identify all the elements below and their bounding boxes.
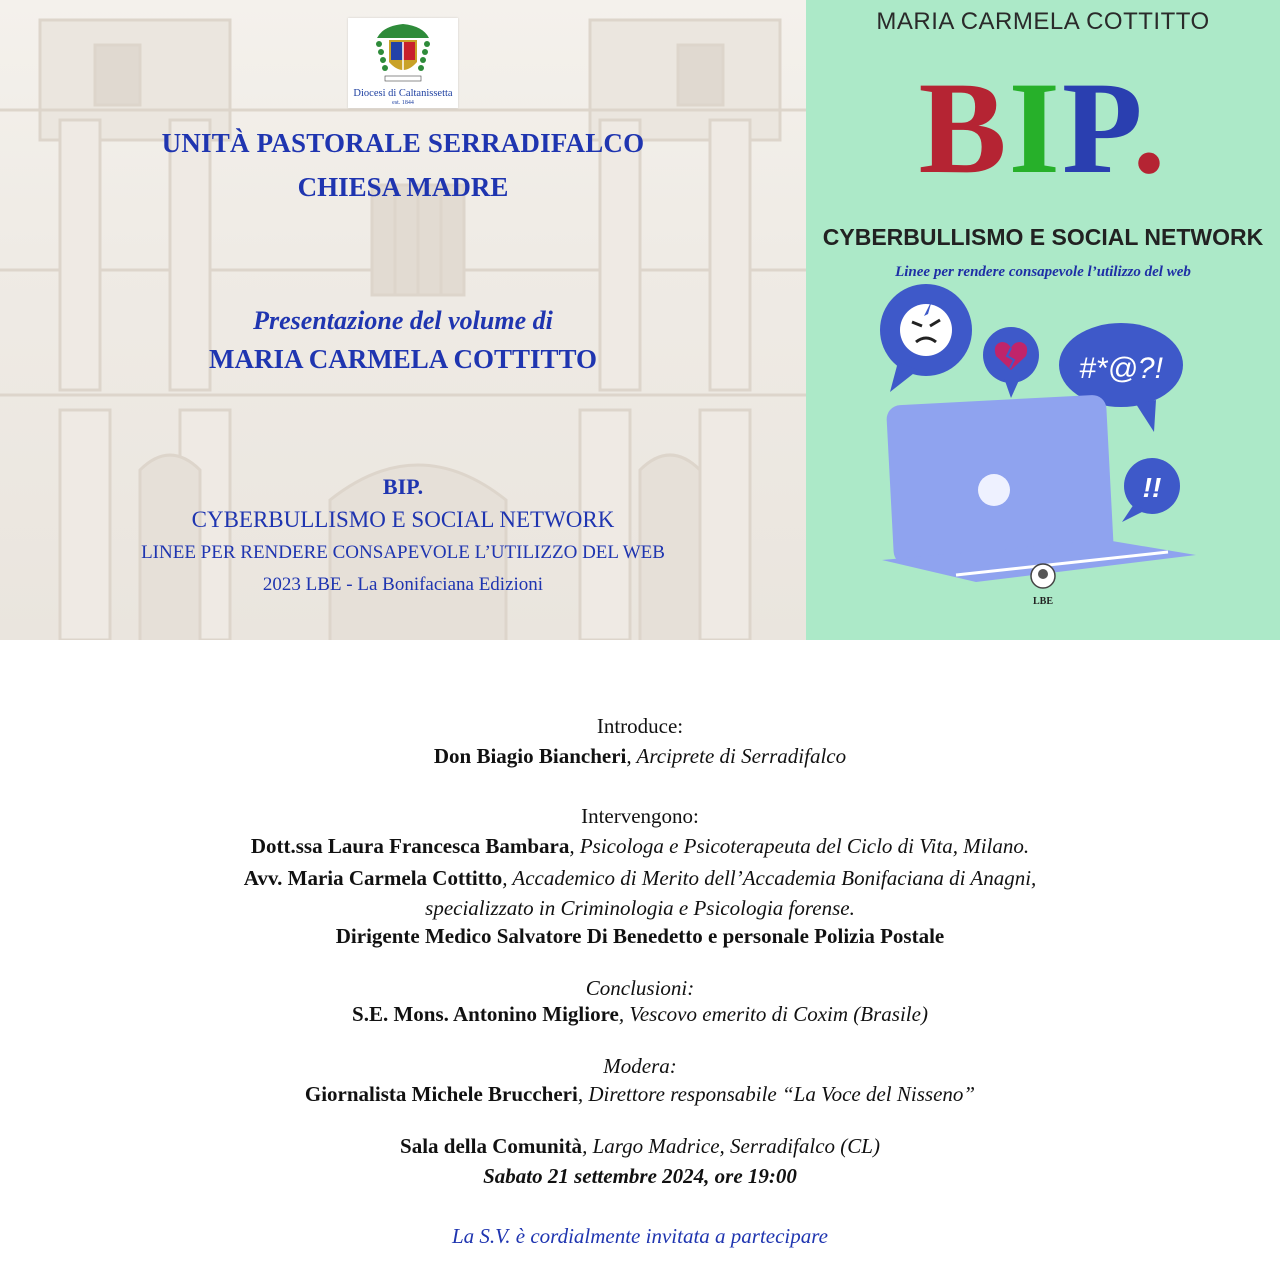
diocese-label: Diocesi di Caltanissetta bbox=[353, 88, 453, 99]
speaker3-line bbox=[0, 924, 1280, 949]
author-name: MARIA CARMELA COTTITTO bbox=[208, 344, 598, 374]
speaker2-line bbox=[0, 866, 1280, 891]
venue-name: Sala della Comunità bbox=[400, 1134, 583, 1158]
symbols-text: #*@?! bbox=[1079, 352, 1163, 385]
pastoral-unit-title: UNITÀ PASTORALE SERRADIFALCO bbox=[161, 128, 645, 158]
book-cover bbox=[806, 0, 1280, 640]
speaker2-role-continued bbox=[0, 896, 1280, 921]
publisher-line: 2023 LBE - La Bonifaciana Edizioni bbox=[262, 574, 544, 595]
intro-role: , Arciprete di Serradifalco bbox=[626, 744, 847, 768]
cover-title-p: P bbox=[1061, 54, 1133, 201]
speaker3: Dirigente Medico Salvatore Di Benedetto e personale Polizia Postale bbox=[335, 924, 945, 948]
church-title: CHIESA MADRE bbox=[297, 172, 509, 202]
moderator-label-text: Modera: bbox=[603, 1054, 677, 1078]
coat-of-arms-icon bbox=[373, 22, 433, 86]
moderator-role: , Direttore responsabile “La Voce del Nisseno” bbox=[577, 1082, 976, 1106]
intro-name: Don Biagio Biancheri bbox=[433, 744, 627, 768]
event-date: Sabato 21 settembre 2024, ore 19:00 bbox=[483, 1164, 797, 1188]
angry-face-bubble-icon bbox=[880, 284, 972, 392]
cover-author: MARIA CARMELA COTTITTO bbox=[876, 8, 1210, 35]
speaker2-role: , Accademico di Merito dell’Accademia Bonifaciana di Anagni, bbox=[502, 866, 1037, 890]
church-header-panel bbox=[0, 0, 806, 640]
intro-line bbox=[0, 744, 1280, 769]
broken-heart-bubble-icon bbox=[983, 327, 1039, 398]
moderator-line bbox=[0, 1082, 1280, 1107]
publisher-seal-figure bbox=[1038, 569, 1048, 579]
book-subtitle: CYBERBULLISMO E SOCIAL NETWORK bbox=[191, 507, 615, 532]
cyberbullying-illustration bbox=[806, 0, 1280, 640]
diocese-est: est. 1844 bbox=[392, 100, 414, 106]
speaker1-name: Dott.ssa Laura Francesca Bambara bbox=[250, 834, 570, 858]
cover-tagline: Linee per rendere consapevole l’utilizzo del web bbox=[895, 264, 1191, 280]
cover-publisher-logo: LBE bbox=[1032, 596, 1053, 607]
book-title: BIP. bbox=[382, 474, 424, 499]
exclaim-text: !! bbox=[1142, 472, 1162, 503]
moderator-label bbox=[0, 1054, 1280, 1079]
cover-subtitle: CYBERBULLISMO E SOCIAL NETWORK bbox=[822, 224, 1264, 250]
speaker1-role: , Psicologa e Psicoterapeuta del Ciclo di Vita, Milano. bbox=[569, 834, 1030, 858]
exclamation-bubble-icon bbox=[1122, 458, 1180, 522]
date-line bbox=[0, 1164, 1280, 1189]
speaker2-role2: specializzato in Criminologia e Psicologia forense. bbox=[425, 896, 855, 920]
conclusion-label-text: Conclusioni: bbox=[585, 976, 695, 1000]
book-tagline: LINEE PER RENDERE CONSAPEVOLE L’UTILIZZO DEL WEB bbox=[141, 542, 665, 563]
speaker2-name: Avv. Maria Carmela Cottitto bbox=[243, 866, 503, 890]
venue-address: , Largo Madrice, Serradifalco (CL) bbox=[582, 1134, 880, 1158]
invitation-line: La S.V. è cordialmente invitata a partecipare bbox=[451, 1224, 828, 1248]
speaker1-line bbox=[0, 834, 1280, 859]
speakers-label: Intervengono: bbox=[581, 804, 699, 828]
intro-label: Introduce: bbox=[596, 714, 684, 738]
presentation-label: Presentazione del volume di bbox=[253, 306, 553, 335]
cover-title-dot: . bbox=[1132, 54, 1168, 201]
cover-title-i: I bbox=[1008, 54, 1062, 201]
conclusion-role: , Vescovo emerito di Coxim (Brasile) bbox=[618, 1002, 928, 1026]
conclusion-label bbox=[0, 976, 1280, 1001]
venue-line bbox=[0, 1134, 1280, 1159]
moderator-name: Giornalista Michele Bruccheri bbox=[304, 1082, 578, 1106]
cover-title-b: B bbox=[918, 54, 1009, 201]
diocese-crest bbox=[348, 18, 458, 108]
conclusion-name: S.E. Mons. Antonino Migliore bbox=[352, 1002, 619, 1026]
conclusion-line bbox=[0, 1002, 1280, 1027]
